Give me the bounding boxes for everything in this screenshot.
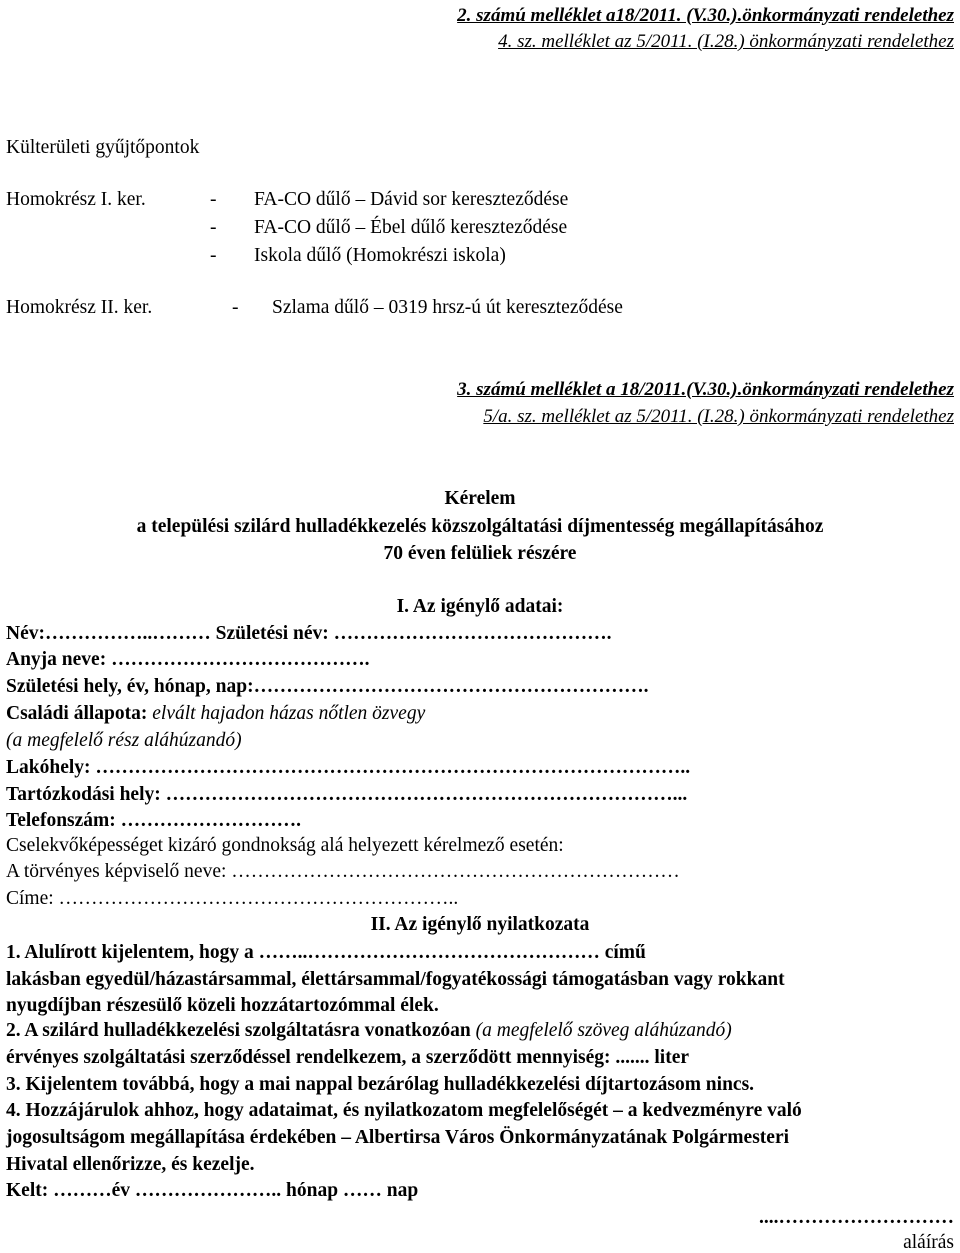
annex-header-2-line-1: 3. számú melléklet a 18/2011.(V.30.).önkormányzati rendelethez [457,379,954,400]
section-title: Külterületi gyűjtőpontok [6,137,200,158]
annex-header-1-line-2: 4. sz. melléklet az 5/2011. (I.28.) önkormányzati rendelethez [498,31,954,52]
location-item: Iskola dűlő (Homokrészi iskola) [254,245,506,266]
part-1-heading: I. Az igénylő adatai: [396,596,564,617]
marital-status-options: elvált hajadon házas nőtlen özvegy [152,703,426,724]
statement-2-note: (a megfelelő szöveg aláhúzandó) [475,1020,732,1041]
statement-4-line-2: jogosultságom megállapítása érdekében – Albertirsa Város Önkormányzatának Polgármesteri [6,1127,790,1148]
date-field-line: Kelt: ………év ………………….. hónap …… nap [6,1180,419,1201]
statement-2-text: 2. A szilárd hulladékkezelési szolgáltatásra vonatkozóan [6,1020,471,1041]
legal-representative-field-line: A törvényes képviselő neve: …………………………………………………………… [6,861,680,882]
location-area-2: Homokrész II. ker. [6,297,153,318]
location-area-1: Homokrész I. ker. [6,189,146,210]
name-field-line: Név:……………..……… Születési név: ……………………………………. [6,623,612,644]
form-title: Kérelem [444,488,516,509]
mother-name-field-line: Anyja neve: …………………………………. [6,649,370,670]
marital-status-note: (a megfelelő rész aláhúzandó) [6,730,242,751]
residence-field-line: Lakóhely: ……………………………………………………………………………….. [6,757,691,778]
phone-field-line: Telefonszám: ………………………. [6,810,302,831]
list-dash: - [210,217,217,238]
statement-2-line-1 [6,1021,732,1041]
statement-4-line-1: 4. Hozzájárulok ahhoz, hogy adataimat, és nyilatkozatom megfelelőségét – a kedvezményre való [6,1100,802,1121]
temporary-residence-field-line: Tartózkodási hely: ……………………………………………………………………... [6,784,688,805]
part-2-heading: II. Az igénylő nyilatkozata [370,914,590,935]
annex-header-2-line-2: 5/a. sz. melléklet az 5/2011. (I.28.) önkormányzati rendelethez [483,406,954,427]
list-dash: - [210,189,217,210]
marital-status-label: Családi állapota: [6,703,148,724]
birth-data-field-line: Születési hely, év, hónap, nap:……………………………………………………. [6,676,649,697]
statement-3: 3. Kijelentem továbbá, hogy a mai nappal bezárólag hulladékkezelési díjtartozásom nincs. [6,1074,755,1095]
location-item: FA-CO dűlő – Dávid sor kereszteződése [254,189,569,210]
form-subtitle-2: 70 éven felüliek részére [383,543,577,564]
guardian-note: Cselekvőképességet kizáró gondnokság alá helyezett kérelmező esetén: [6,835,564,856]
signature-label: aláírás [903,1232,954,1253]
list-dash: - [210,245,217,266]
list-dash: - [232,297,239,318]
statement-4-line-3: Hivatal ellenőrizze, és kezelje. [6,1154,255,1175]
statement-1-line-2: lakásban egyedül/házastársammal, élettársammal/fogyatékossági támogatásban vagy rokkant [6,969,785,990]
statement-1-line-3: nyugdíjban részesülő közeli hozzátartozómmal élek. [6,995,439,1016]
signature-line: ....……………………… [759,1207,954,1228]
form-subtitle: a települési szilárd hulladékkezelés közszolgáltatási díjmentesség megállapításához [136,516,824,537]
address-field-line: Címe: …………………………………………………….. [6,888,459,909]
statement-1-line-1: 1. Alulírott kijelentem, hogy a ……..……………………………………… című [6,942,646,963]
marital-status-line [6,704,425,724]
annex-header-1-line-1: 2. számú melléklet a18/2011. (V.30.).önkormányzati rendelethez [457,5,954,26]
location-item: Szlama dűlő – 0319 hrsz-ú út kereszteződése [272,297,623,318]
location-item: FA-CO dűlő – Ébel dűlő kereszteződése [254,217,568,238]
statement-2-line-2: érvényes szolgáltatási szerződéssel rendelkezem, a szerződött mennyiség: ....... liter [6,1047,690,1068]
